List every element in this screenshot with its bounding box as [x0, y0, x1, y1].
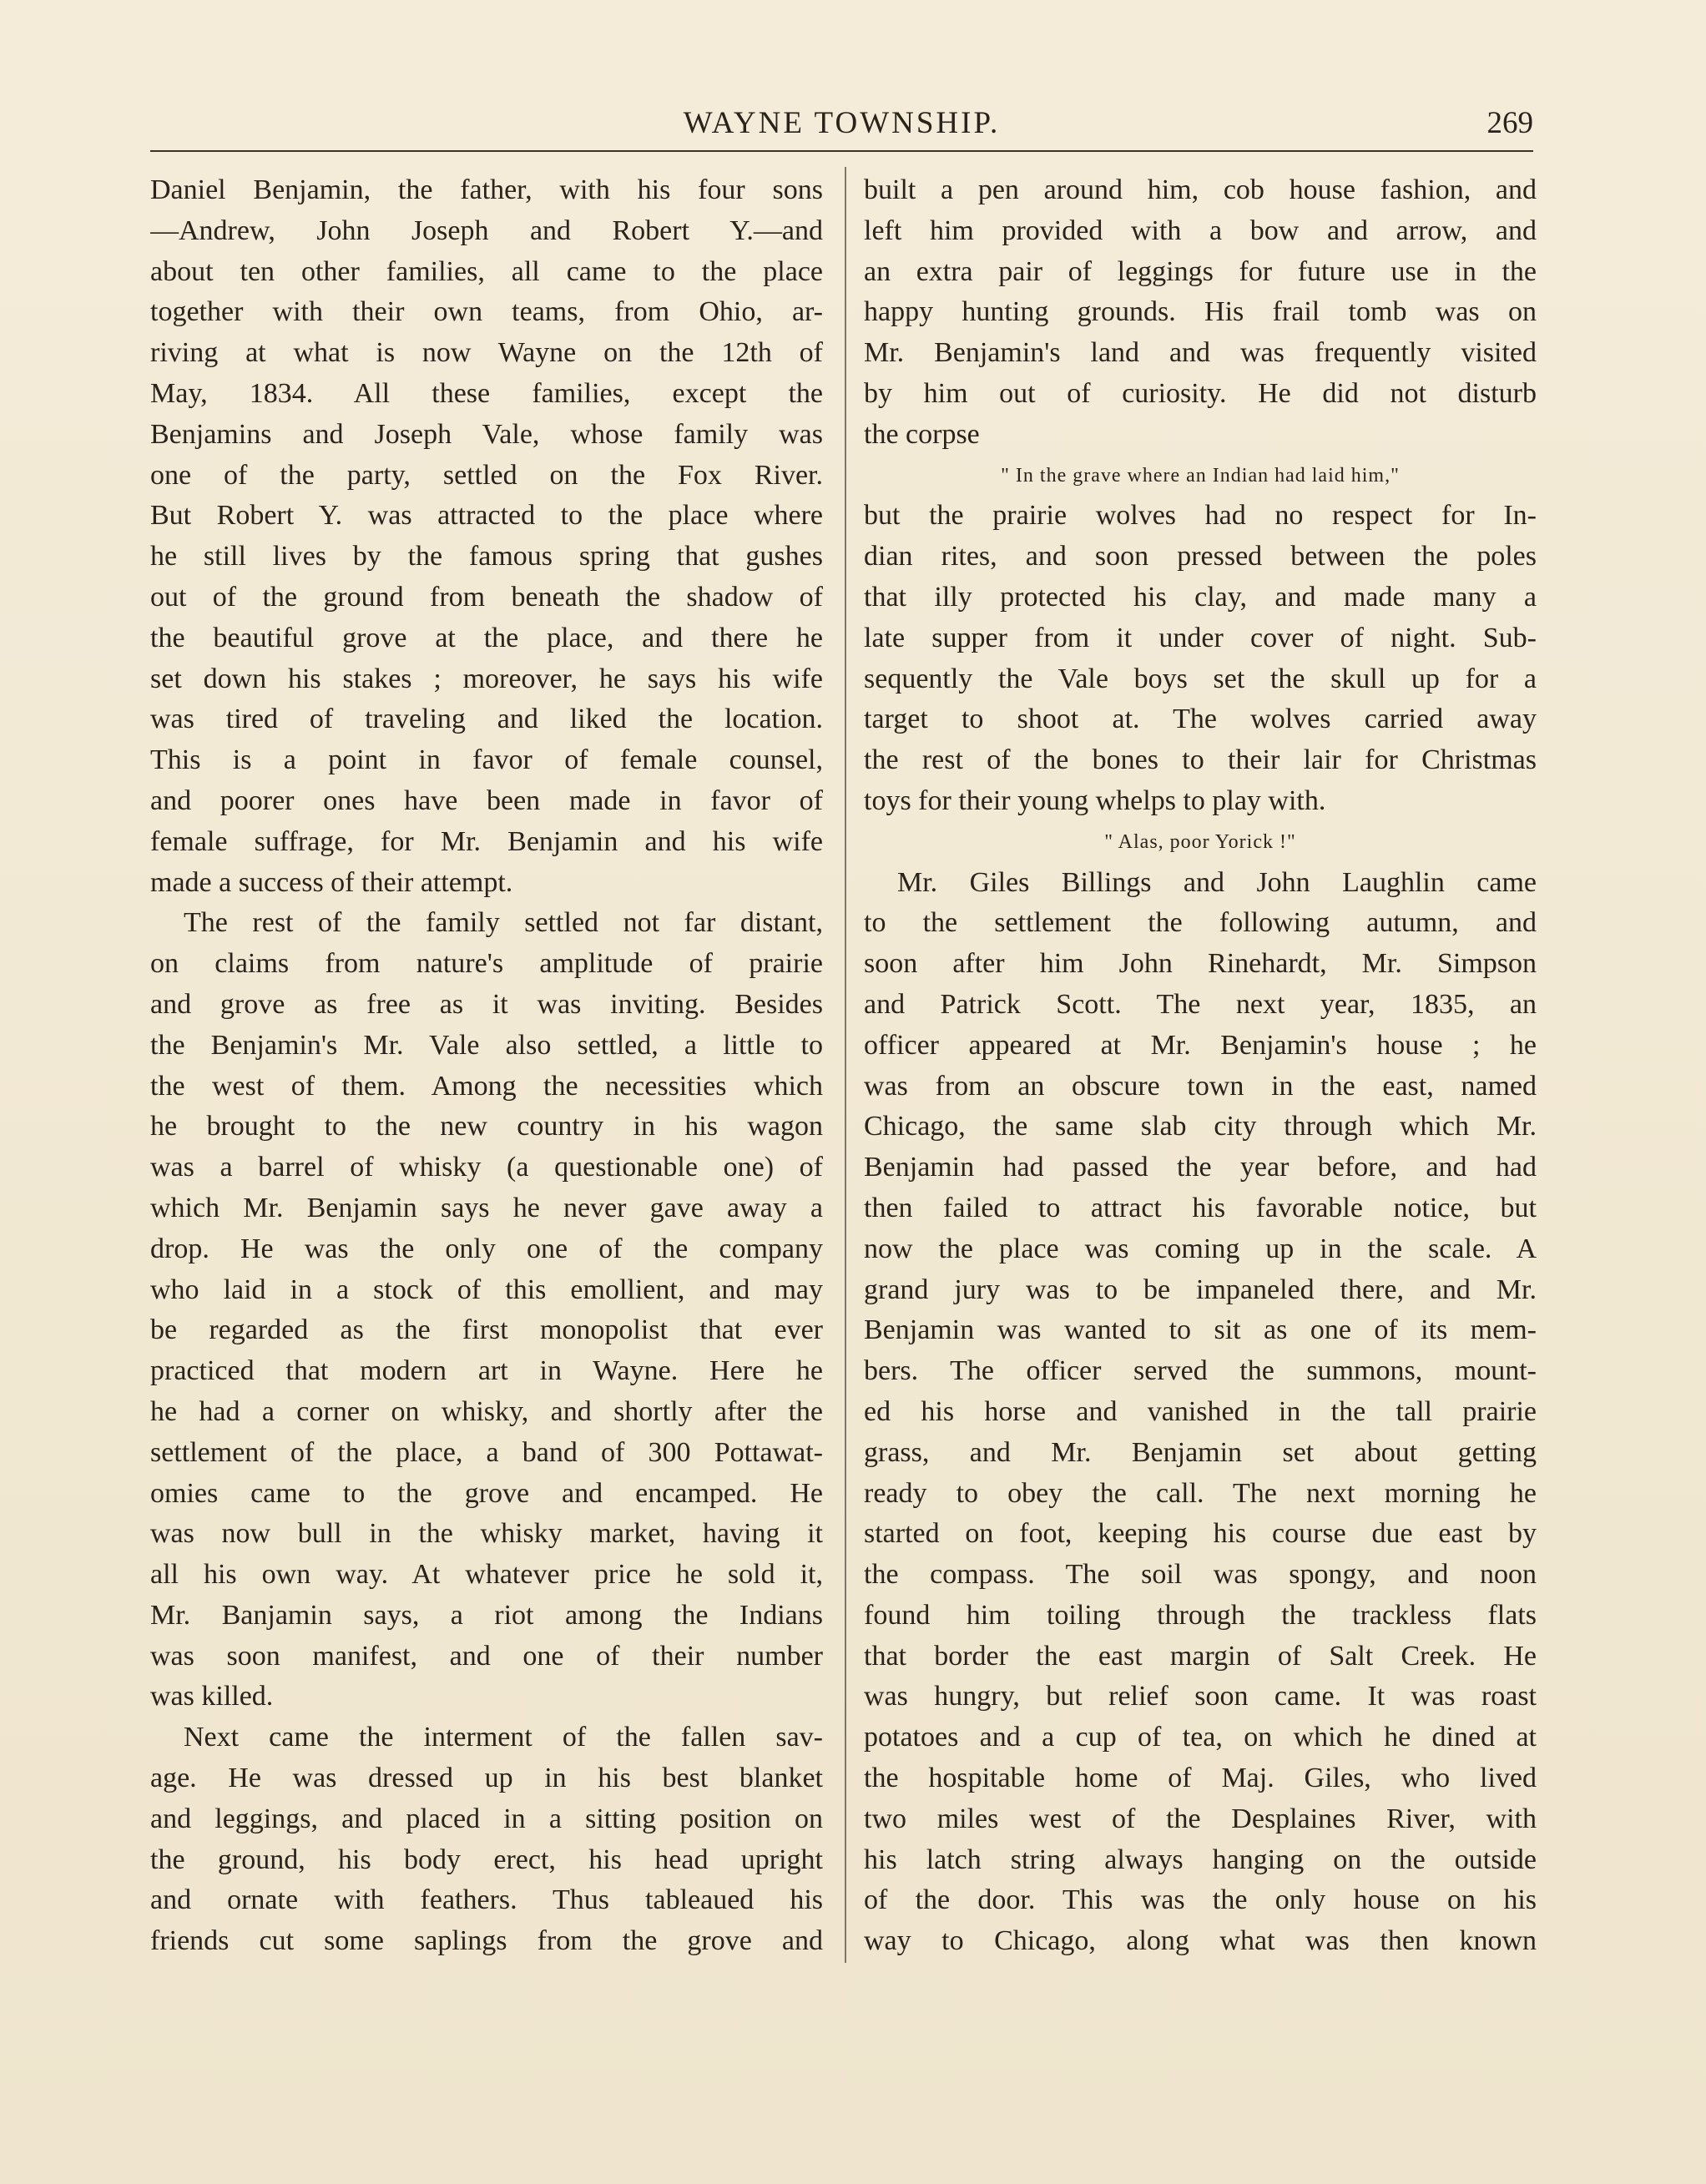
text-line: Daniel Benjamin, the father, with his four sons	[150, 174, 823, 205]
text-line: But Robert Y. was attracted to the place where	[150, 500, 823, 532]
text-line: This is a point in favor of female counsel,	[150, 744, 823, 776]
text-line: and ornate with feathers. Thus tableaued his	[150, 1884, 823, 1916]
text-line: found him toiling through the trackless flats	[864, 1599, 1537, 1631]
text-line: sequently the Vale boys set the skull up for a	[864, 663, 1537, 694]
text-line: happy hunting grounds. His frail tomb was on	[864, 296, 1537, 328]
text-line: grand jury was to be impaneled there, and Mr.	[864, 1274, 1537, 1305]
text-line: the hospitable home of Maj. Giles, who lived	[864, 1763, 1537, 1794]
text-line: Mr. Banjamin says, a riot among the Indians	[150, 1599, 823, 1631]
quotation-line: " In the grave where an Indian had laid him,"	[1001, 464, 1400, 487]
text-line: was a barrel of whisky (a questionable one) of	[150, 1152, 823, 1183]
text-line: potatoes and a cup of tea, on which he dined at	[864, 1722, 1537, 1753]
text-line: The rest of the family settled not far distant,	[184, 907, 823, 939]
text-line: of the door. This was the only house on his	[864, 1884, 1537, 1916]
text-line: was now bull in the whisky market, having it	[150, 1518, 823, 1550]
text-line: the rest of the bones to their lair for Christmas	[864, 744, 1537, 776]
text-line: built a pen around him, cob house fashion, and	[864, 174, 1537, 205]
text-line: target to shoot at. The wolves carried away	[864, 704, 1537, 735]
text-line: officer appeared at Mr. Benjamin's house ; he	[864, 1029, 1537, 1061]
text-line: soon after him John Rinehardt, Mr. Simpson	[864, 948, 1537, 980]
text-line: ed his horse and vanished in the tall prairie	[864, 1395, 1537, 1427]
text-line: settlement of the place, a band of 300 Pottawat-	[150, 1436, 823, 1468]
text-line: set down his stakes ; moreover, he says his wife	[150, 663, 823, 694]
text-line: omies came to the grove and encamped. He	[150, 1477, 823, 1509]
text-line: was from an obscure town in the east, named	[864, 1070, 1537, 1102]
quotation-line: " Alas, poor Yorick !"	[1104, 830, 1296, 853]
text-line: the beautiful grove at the place, and there he	[150, 622, 823, 653]
text-line: Benjamin was wanted to sit as one of its mem-	[864, 1314, 1537, 1346]
text-line: female suffrage, for Mr. Benjamin and his wife	[150, 825, 823, 857]
text-line: left him provided with a bow and arrow, and	[864, 214, 1537, 246]
left-column	[150, 170, 823, 1962]
text-line: the Benjamin's Mr. Vale also settled, a little to	[150, 1029, 823, 1061]
text-line: and grove as free as it was inviting. Besides	[150, 988, 823, 1020]
text-line: Next came the interment of the fallen sav-	[184, 1722, 823, 1753]
text-line: May, 1834. All these families, except the	[150, 377, 823, 409]
text-line: one of the party, settled on the Fox River.	[150, 459, 823, 491]
text-line: all his own way. At whatever price he sold it,	[150, 1559, 823, 1591]
text-line: who laid in a stock of this emollient, and may	[150, 1274, 823, 1305]
text-line: grass, and Mr. Benjamin set about getting	[864, 1436, 1537, 1468]
header-rule	[150, 150, 1533, 152]
text-line: —Andrew, John Joseph and Robert Y.—and	[150, 214, 823, 246]
text-line: and leggings, and placed in a sitting position on	[150, 1803, 823, 1834]
text-line: then failed to attract his favorable notice, but	[864, 1192, 1537, 1223]
text-line: was soon manifest, and one of their number	[150, 1640, 823, 1672]
text-line: the ground, his body erect, his head upright	[150, 1844, 823, 1875]
text-line: the compass. The soil was spongy, and noon	[864, 1559, 1537, 1591]
running-head	[150, 98, 1533, 149]
text-line: Mr. Benjamin's land and was frequently visited	[864, 337, 1537, 369]
text-line: the west of them. Among the necessities which	[150, 1070, 823, 1102]
text-line: was hungry, but relief soon came. It was roast	[864, 1681, 1537, 1712]
text-line: on claims from nature's amplitude of prairie	[150, 948, 823, 980]
text-line: that illy protected his clay, and made many a	[864, 581, 1537, 613]
text-line: friends cut some saplings from the grove and	[150, 1925, 823, 1957]
text-line: drop. He was the only one of the company	[150, 1233, 823, 1264]
text-line: his latch string always hanging on the outside	[864, 1844, 1537, 1875]
text-line: Mr. Giles Billings and John Laughlin came	[897, 866, 1537, 898]
text-line: was tired of traveling and liked the location.	[150, 704, 823, 735]
text-line: started on foot, keeping his course due east by	[864, 1518, 1537, 1550]
text-line: and Patrick Scott. The next year, 1835, an	[864, 988, 1537, 1020]
text-line: Chicago, the same slab city through which Mr.	[864, 1111, 1537, 1142]
text-line: now the place was coming up in the scale. A	[864, 1233, 1537, 1264]
text-line: that border the east margin of Salt Creek. He	[864, 1640, 1537, 1672]
text-line: toys for their young whelps to play with.	[864, 784, 1326, 816]
text-line: he still lives by the famous spring that gushes	[150, 541, 823, 572]
text-line: was killed.	[150, 1681, 274, 1712]
text-line: to the settlement the following autumn, and	[864, 907, 1537, 939]
text-line: out of the ground from beneath the shadow of	[150, 581, 823, 613]
page-number: 269	[1486, 106, 1533, 140]
text-line: Benjamin had passed the year before, and had	[864, 1152, 1537, 1183]
text-line: an extra pair of leggings for future use in the	[864, 255, 1537, 287]
text-line: age. He was dressed up in his best blanket	[150, 1763, 823, 1794]
text-line: dian rites, and soon pressed between the poles	[864, 541, 1537, 572]
column-divider	[845, 167, 846, 1963]
right-column	[864, 170, 1537, 1962]
text-line: which Mr. Benjamin says he never gave away a	[150, 1192, 823, 1223]
text-line: be regarded as the first monopolist that ever	[150, 1314, 823, 1346]
text-line: together with their own teams, from Ohio, ar-	[150, 296, 823, 328]
text-line: but the prairie wolves had no respect for In-	[864, 500, 1537, 532]
text-line: about ten other families, all came to the place	[150, 255, 823, 287]
text-line: he had a corner on whisky, and shortly after the	[150, 1395, 823, 1427]
text-line: made a success of their attempt.	[150, 866, 513, 898]
text-line: he brought to the new country in his wagon	[150, 1111, 823, 1142]
text-line: riving at what is now Wayne on the 12th of	[150, 337, 823, 369]
text-line: bers. The officer served the summons, mount-	[864, 1355, 1537, 1387]
text-line: Benjamins and Joseph Vale, whose family was	[150, 418, 823, 450]
text-line: and poorer ones have been made in favor of	[150, 784, 823, 816]
text-line: ready to obey the call. The next morning he	[864, 1477, 1537, 1509]
text-line: by him out of curiosity. He did not disturb	[864, 377, 1537, 409]
text-line: practiced that modern art in Wayne. Here he	[150, 1355, 823, 1387]
running-head-title: WAYNE TOWNSHIP.	[683, 106, 1001, 140]
text-line: the corpse	[864, 418, 980, 450]
text-line: two miles west of the Desplaines River, with	[864, 1803, 1537, 1834]
text-line: late supper from it under cover of night. Sub-	[864, 622, 1537, 653]
text-line: way to Chicago, along what was then known	[864, 1925, 1537, 1957]
